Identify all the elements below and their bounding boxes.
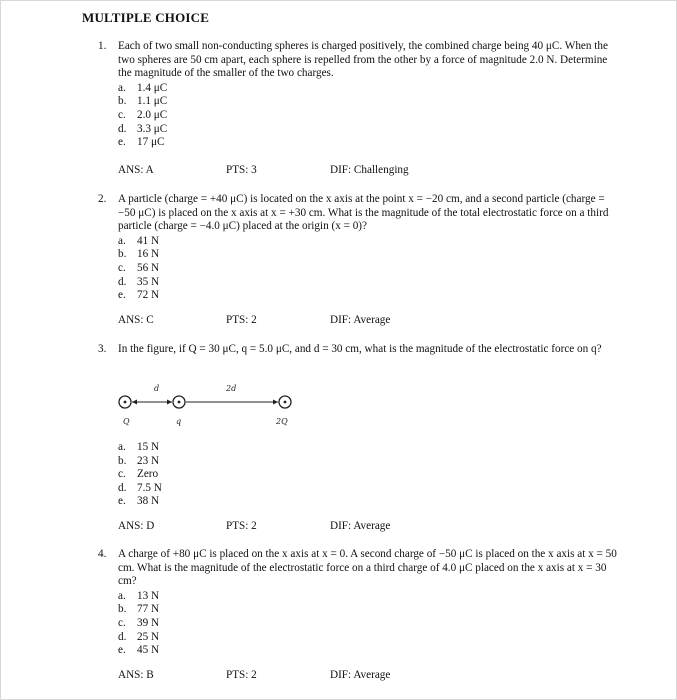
label-Q: Q: [123, 417, 130, 426]
difficulty: DIF: Average: [330, 314, 391, 326]
label-q: q: [176, 417, 182, 426]
question-number: 3.: [98, 343, 107, 355]
option-a: a. 13 N: [118, 589, 160, 602]
option-b: b. 16 N: [118, 248, 160, 261]
option-c: c. 39 N: [118, 616, 160, 629]
option-e: e. 72 N: [118, 289, 160, 302]
question-2: [98, 193, 618, 303]
answer-key: ANS: D: [118, 520, 155, 532]
option-list: [118, 82, 618, 150]
question-stem: In the figure, if Q = 30 μC, q = 5.0 μC, and d = 30 cm, what is the magnitude of the electrostatic force on q?: [118, 343, 602, 355]
charge-figure: [112, 382, 312, 428]
question-3: [98, 343, 618, 357]
question-1: [98, 40, 618, 150]
difficulty: DIF: Average: [330, 669, 391, 681]
option-b: b. 23 N: [118, 454, 160, 467]
arrow-left-icon: [132, 400, 137, 405]
points: PTS: 3: [226, 164, 257, 176]
option-e: e. 45 N: [118, 644, 160, 657]
option-list: [118, 590, 618, 658]
answer-key: ANS: B: [118, 669, 154, 681]
option-b: b. 77 N: [118, 603, 160, 616]
option-e: e. 38 N: [118, 495, 160, 508]
option-c: c. 2.0 μC: [118, 108, 168, 121]
points: PTS: 2: [226, 314, 257, 326]
option-d: d. 3.3 μC: [118, 122, 168, 135]
answer-key: ANS: C: [118, 314, 154, 326]
question-number: 4.: [98, 548, 107, 560]
option-c: c. 56 N: [118, 261, 160, 274]
arrow-right-icon: [167, 400, 172, 405]
points: PTS: 2: [226, 520, 257, 532]
option-list: [118, 235, 618, 303]
question-stem: A charge of +80 μC is placed on the x axis at x = 0. A second charge of −50 μC is placed on the x axis at x = 50 cm. What is the magnitude of the electrostatic force on a third charge of 4.0 μC placed on the x axis at x = 30 cm?: [118, 548, 617, 588]
difficulty: DIF: Average: [330, 520, 391, 532]
option-a: a. 15 N: [118, 441, 160, 453]
label-d: d: [154, 384, 160, 393]
option-a: a. 1.4 μC: [118, 81, 168, 94]
option-d: d. 35 N: [118, 275, 160, 288]
points: PTS: 2: [226, 669, 257, 681]
question-stem: A particle (charge = +40 μC) is located on the x axis at the point x = −20 cm, and a second particle (charge = −50 μC) is placed on the x axis at x = +30 cm. What is the magnitude of the total electrostatic force on a third particle (charge = −4.0 μC) placed at the origin (x = 0)?: [118, 193, 609, 233]
difficulty: DIF: Challenging: [330, 164, 409, 176]
option-d: d. 7.5 N: [118, 481, 162, 494]
option-d: d. 25 N: [118, 630, 160, 643]
arrow-right-icon: [273, 400, 278, 405]
option-c: c. Zero: [118, 468, 159, 481]
section-title: MULTIPLE CHOICE: [82, 10, 210, 25]
question-stem: Each of two small non-conducting spheres is charged positively, the combined charge being 40 μC. When the two spheres are 50 cm apart, each sphere is repelled from the other by a force of magnitude 2.0 N. Determine the magnitude of the smaller of the two charges.: [118, 40, 608, 80]
label-2Q: 2Q: [276, 417, 288, 426]
question-number: 1.: [98, 40, 107, 52]
question-number: 2.: [98, 193, 107, 205]
question-4: [98, 548, 618, 658]
option-a: a. 41 N: [118, 234, 160, 247]
option-e: e. 17 μC: [118, 136, 165, 149]
option-list: [118, 441, 618, 509]
answer-key: ANS: A: [118, 164, 154, 176]
question-3-options: [98, 441, 618, 509]
option-b: b. 1.1 μC: [118, 95, 168, 108]
label-2d: 2d: [226, 384, 237, 393]
